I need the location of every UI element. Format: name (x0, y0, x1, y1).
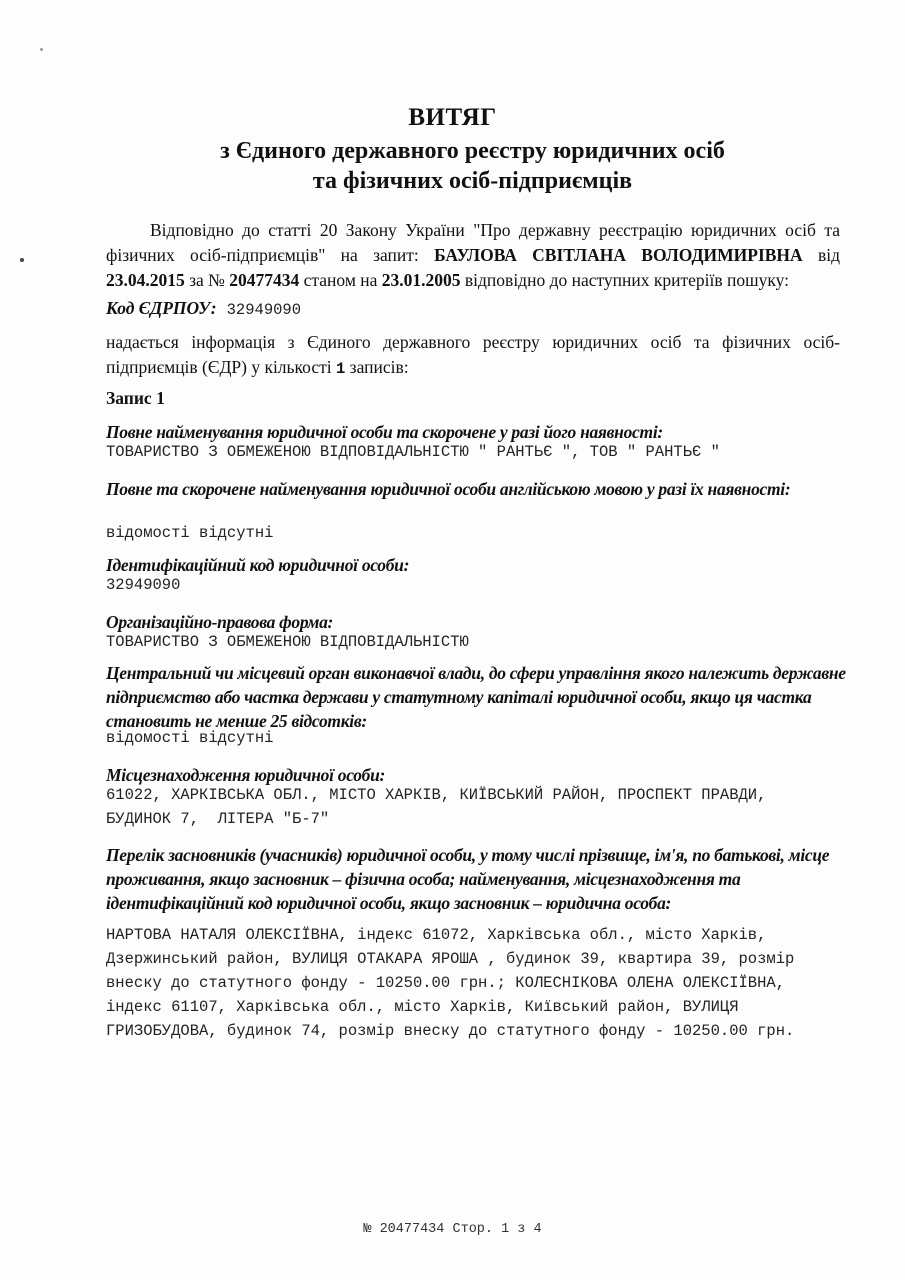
field-value-english-name: відомості відсутні (106, 524, 274, 542)
page-footer: № 20477434 Стор. 1 з 4 (363, 1222, 542, 1237)
intro-text: від (802, 245, 840, 265)
scan-speck (40, 48, 43, 51)
request-number: 20477434 (229, 270, 300, 290)
record-count: 1 (335, 360, 346, 378)
field-label-english-name: Повне та скорочене найменування юридичної особи англійською мовою у разі їх наявності: (106, 479, 791, 499)
search-criteria-value: 32949090 (226, 301, 302, 319)
search-criteria (106, 298, 301, 319)
intro-paragraph (106, 218, 840, 293)
field-value-government-body: відомості відсутні (106, 729, 274, 747)
scan-speck (20, 258, 24, 262)
request-date: 23.04.2015 (106, 270, 185, 290)
intro-text: Відповідно до статті 20 Закону України "Про державну реєстрацію юридичних осіб та фізичних осіб-підприємців" на запит: (106, 220, 840, 265)
search-criteria-label: Код ЄДРПОУ: (106, 298, 217, 318)
field-value-location: 61022, ХАРКІВСЬКА ОБЛ., МІСТО ХАРКІВ, КИЇВСЬКИЙ РАЙОН, ПРОСПЕКТ ПРАВДИ, БУДИНОК 7, ЛІТЕРА "Б-7" (106, 786, 776, 828)
field-value-id-code: 32949090 (106, 576, 181, 594)
field-label-government-body: Центральний чи місцевий орган виконавчої влади, до сфери управління якого належить державне підприємство або частка держави у статутному капіталі юридичної особи, якщо ця частка становить не менше 25 відсотків: (106, 663, 846, 731)
results-text: надається інформація з Єдиного державного реєстру юридичних осіб та фізичних осіб-підприємців (ЄДР) у кількості (106, 332, 840, 377)
document-title: ВИТЯГ (408, 104, 497, 131)
as-of-date: 23.01.2005 (381, 270, 461, 290)
results-paragraph (106, 330, 840, 382)
intro-text: відповідно до наступних критеріїв пошуку: (460, 270, 790, 290)
results-text: записів: (345, 357, 409, 377)
requester-name: БАУЛОВА СВІТЛАНА ВОЛОДИМИРІВНА (434, 245, 803, 265)
document-subtitle-line2: та фізичних осіб-підприємців (312, 168, 633, 194)
intro-text: за № (184, 270, 230, 290)
field-label-id-code: Ідентифікаційний код юридичної особи: (106, 555, 410, 575)
field-label-full-name: Повне найменування юридичної особи та скорочене у разі його наявності: (106, 422, 663, 442)
document-subtitle-line1: з Єдиного державного реєстру юридичних осіб (220, 138, 725, 164)
field-label-legal-form: Організаційно-правова форма: (106, 612, 334, 632)
field-value-founders: НАРТОВА НАТАЛЯ ОЛЕКСІЇВНА, індекс 61072, Харківська обл., місто Харків, Дзержинський район, ВУЛИЦЯ ОТАКАРА ЯРОША , будинок 39, квартира 39, розмір внеску до статутного фонду - 10250.00 грн.; КОЛЕСНІКОВА ОЛЕНА ОЛЕКСІЇВНА, індекс 61107, Харківська обл., місто Харків, Київський район, ВУЛИЦЯ ГРИЗОБУДОВА, будинок 74, розмір внеску до статутного фонду - 10250.00 грн. (106, 926, 804, 1040)
field-value-legal-form: ТОВАРИСТВО З ОБМЕЖЕНОЮ ВІДПОВІДАЛЬНІСТЮ (106, 633, 469, 651)
record-title: Запис 1 (106, 388, 165, 408)
field-value-full-name: ТОВАРИСТВО З ОБМЕЖЕНОЮ ВІДПОВІДАЛЬНІСТЮ " РАНТЬЄ ", ТОВ " РАНТЬЄ " (106, 443, 720, 461)
field-label-location: Місцезнаходження юридичної особи: (106, 765, 386, 785)
field-label-founders: Перелік засновників (учасників) юридичної особи, у тому числі прізвище, ім'я, по батькові, місце проживання, якщо засновник – фізична особа; найменування, місцезнаходження та ідентифікаційний код юридичної особи, якщо засновник – юридична особа: (106, 845, 830, 913)
intro-text: станом на (299, 270, 382, 290)
